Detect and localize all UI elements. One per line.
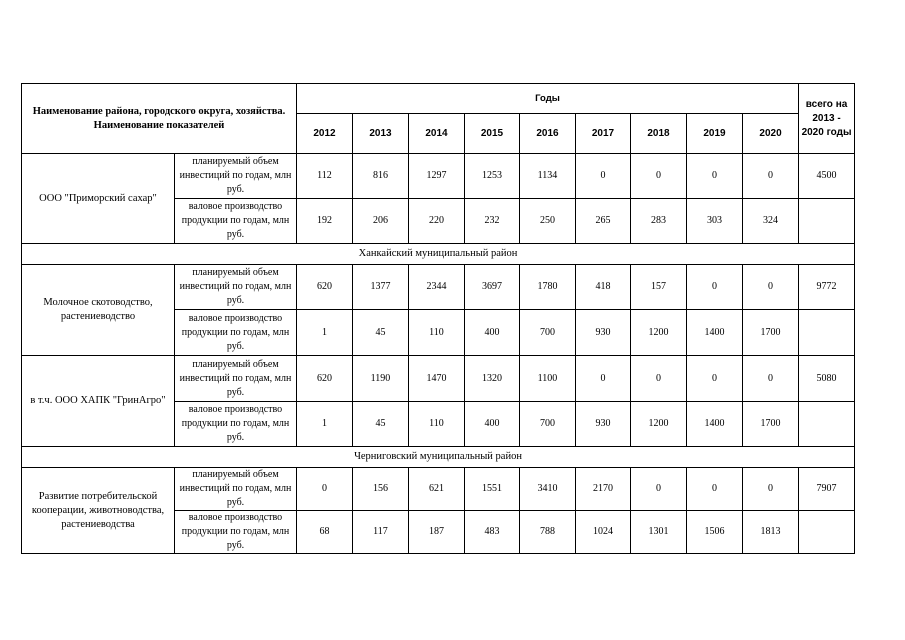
value-cell: 1200 [631,402,687,447]
total-cell: 4500 [799,154,855,199]
total-cell [799,511,855,554]
year-header: 2013 [353,114,409,154]
value-cell: 2344 [409,265,465,310]
year-header: 2014 [409,114,465,154]
value-cell: 620 [297,356,353,402]
indicator-label: валовое производство продукции по годам, млн руб. [175,199,297,244]
value-cell: 156 [353,468,409,511]
year-header: 2018 [631,114,687,154]
section-title: Ханкайский муниципальный район [22,244,855,265]
value-cell: 1190 [353,356,409,402]
table-row [22,468,855,511]
header-row [22,84,855,114]
value-cell: 232 [465,199,520,244]
value-cell: 1377 [353,265,409,310]
value-cell: 0 [576,154,631,199]
entity-name: ООО "Приморский сахар" [22,154,175,244]
total-cell: 9772 [799,265,855,310]
value-cell: 110 [409,402,465,447]
value-cell: 110 [409,310,465,356]
entity-name: Развитие потребительской кооперации, животноводства, растениеводства [22,468,175,554]
value-cell: 400 [465,310,520,356]
year-header: 2020 [743,114,799,154]
value-cell: 45 [353,402,409,447]
value-cell: 418 [576,265,631,310]
value-cell: 192 [297,199,353,244]
indicator-label: планируемый объем инвестиций по годам, млн руб. [175,468,297,511]
value-cell: 1 [297,310,353,356]
indicator-label: валовое производство продукции по годам, млн руб. [175,511,297,554]
value-cell: 1700 [743,402,799,447]
value-cell: 1780 [520,265,576,310]
value-cell: 621 [409,468,465,511]
value-cell: 0 [631,356,687,402]
year-header: 2017 [576,114,631,154]
value-cell: 1200 [631,310,687,356]
table-row [22,154,855,199]
value-cell: 0 [743,356,799,402]
value-cell: 0 [743,468,799,511]
years-header: Годы [297,84,799,114]
value-cell: 1320 [465,356,520,402]
value-cell: 45 [353,310,409,356]
value-cell: 930 [576,310,631,356]
value-cell: 1551 [465,468,520,511]
year-header: 2015 [465,114,520,154]
entity-name: в т.ч. ООО ХАПК "ГринАгро" [22,356,175,447]
name-column-header: Наименование района, городского округа, хозяйства. Наименование показателей [22,84,297,154]
value-cell: 1297 [409,154,465,199]
value-cell: 112 [297,154,353,199]
value-cell: 788 [520,511,576,554]
entity-name: Молочное скотоводство, растениеводство [22,265,175,356]
value-cell: 1813 [743,511,799,554]
value-cell: 1134 [520,154,576,199]
value-cell: 1400 [687,310,743,356]
investment-table [21,83,855,554]
value-cell: 0 [687,154,743,199]
value-cell: 0 [631,468,687,511]
value-cell: 1400 [687,402,743,447]
indicator-label: валовое производство продукции по годам, млн руб. [175,310,297,356]
value-cell: 930 [576,402,631,447]
table-row [22,265,855,310]
value-cell: 400 [465,402,520,447]
value-cell: 0 [743,265,799,310]
value-cell: 0 [297,468,353,511]
value-cell: 1253 [465,154,520,199]
value-cell: 0 [687,468,743,511]
value-cell: 187 [409,511,465,554]
value-cell: 1024 [576,511,631,554]
total-cell [799,310,855,356]
table-row [22,356,855,402]
value-cell: 483 [465,511,520,554]
value-cell: 1470 [409,356,465,402]
indicator-label: валовое производство продукции по годам, млн руб. [175,402,297,447]
value-cell: 303 [687,199,743,244]
value-cell: 620 [297,265,353,310]
value-cell: 700 [520,402,576,447]
value-cell: 1700 [743,310,799,356]
value-cell: 0 [576,356,631,402]
value-cell: 283 [631,199,687,244]
value-cell: 2170 [576,468,631,511]
value-cell: 0 [687,356,743,402]
value-cell: 157 [631,265,687,310]
value-cell: 1301 [631,511,687,554]
indicator-label: планируемый объем инвестиций по годам, млн руб. [175,356,297,402]
value-cell: 0 [743,154,799,199]
value-cell: 1 [297,402,353,447]
value-cell: 68 [297,511,353,554]
value-cell: 816 [353,154,409,199]
year-header: 2012 [297,114,353,154]
investment-table-container [21,83,855,554]
section-row [22,244,855,265]
indicator-label: планируемый объем инвестиций по годам, млн руб. [175,154,297,199]
value-cell: 700 [520,310,576,356]
year-header: 2016 [520,114,576,154]
value-cell: 0 [631,154,687,199]
value-cell: 265 [576,199,631,244]
total-cell [799,402,855,447]
value-cell: 3410 [520,468,576,511]
value-cell: 1100 [520,356,576,402]
section-row [22,447,855,468]
indicator-label: планируемый объем инвестиций по годам, млн руб. [175,265,297,310]
value-cell: 3697 [465,265,520,310]
total-column-header: всего на 2013 - 2020 годы [799,84,855,154]
total-cell [799,199,855,244]
section-title: Черниговский муниципальный район [22,447,855,468]
total-cell: 5080 [799,356,855,402]
value-cell: 1506 [687,511,743,554]
total-cell: 7907 [799,468,855,511]
value-cell: 324 [743,199,799,244]
value-cell: 117 [353,511,409,554]
value-cell: 0 [687,265,743,310]
value-cell: 220 [409,199,465,244]
value-cell: 250 [520,199,576,244]
value-cell: 206 [353,199,409,244]
year-header: 2019 [687,114,743,154]
